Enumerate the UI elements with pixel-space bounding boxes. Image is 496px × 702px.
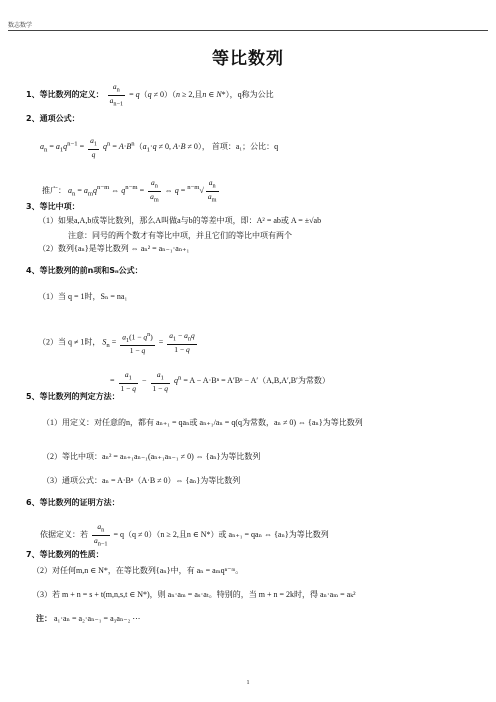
section-5-p1: （1）用定义：对任意的n，都有 aₙ₊₁ = qaₙ或 aₙ₊₁/aₙ = q(q为常数，aₙ ≠ 0) ⇔ {aₙ}为等比数列: [42, 418, 363, 427]
section-3-p2: （2）数列{aₙ}是等比数列 ⇔ aₙ² = aₙ₋₁·aₙ₊₁: [38, 244, 190, 253]
section-4-p2: （2）当 q ≠ 1时， $S_n$ = $\frac{a_1(1 - q^n)}{1 - q}$ = $\frac{a_1 - a_nq}{1 - q}$: [38, 331, 195, 355]
section-2-label: 2、通项公式：: [26, 114, 80, 123]
section-5-p3: （3）通项公式：aₙ = A·Bⁿ（A·B ≠ 0）⇔ {aₙ}为等比数列: [42, 476, 241, 485]
page-number: 1: [246, 680, 250, 686]
section-7-p2: （3）若 m + n = s + t(m,n,s,t ∈ N*)，则 aₙ·aₘ = aₛ·aₜ。特别的，当 m + n = 2k时，得 aₙ·aₘ = aₖ²: [32, 590, 356, 599]
page-title: 等比数列: [212, 49, 284, 69]
section-5-p2: （2）等比中项：aₙ² = aₙ₊₁aₙ₋₁(aₙ₊₁aₙ₋₁ ≠ 0) ⇔ {aₙ}为等比数列: [42, 452, 261, 461]
first-term-text: 首项：a₁；公比：q: [211, 142, 279, 152]
section-3-p1: （1）如果a,A,b成等比数列，那么A叫做a与b的等差中项，即：A² = ab或 A = ±√ab: [38, 216, 322, 225]
section-7-p1: （2）对任何m,n ∈ N*，在等比数列{aₙ}中，有 aₙ = aₘqⁿ⁻ᵐ。: [32, 566, 244, 575]
section-7-label: 7、等比数列的性质：: [26, 550, 104, 559]
section-1: 1、等比数列的定义： $\frac{a_n}{a_{n-1}}$ = q（q ≠ 0）（n ≥ 2,且n ∈ N*），q称为公比: [26, 82, 274, 107]
section-4-p3: = $\frac{a_1}{1 - q}$ − $\frac{a_1}{1 - q}$ $q^n = A - A\cdot B^n = A'B^n - A'(A,B,A',B'$为常数）: [110, 370, 330, 393]
section-4-label: 4、等比数列的前n项和Sₙ公式：: [26, 266, 143, 275]
section-5-label: 5、等比数列的判定方法：: [26, 392, 120, 401]
section-1-text: ，q称为公比: [229, 89, 274, 99]
section-2-formula: $a_n = a_1q^{n-1}$ = $\frac{a_1}{q}$ $q^n = A\cdot B^n(a_1\cdot q \ne 0$, A·B ≠ 0）， 首项：a₁；公比：q: [40, 136, 279, 159]
section-1-label: 1、等比数列的定义：: [26, 89, 104, 99]
section-6-p1: 依据定义：若 $\frac{a_n}{a_{n-1}}$ = q（q ≠ 0）（n ≥ 2,且n ∈ N*）或 aₙ₊₁ = qaₙ ⇔ {aₙ}为等比数列: [40, 522, 329, 547]
section-3-note: 注意：同号的两个数才有等比中项，并且它们的等比中项有两个: [68, 231, 292, 240]
header-rule: [8, 30, 488, 31]
section-3-label: 3、等比中项：: [26, 202, 80, 211]
section-4-p1: （1）当 q = 1时，Sₙ = na₁: [38, 292, 128, 301]
section-2-generalization: 推广： $a_n = a_mq^{n-m}$ ⇔ $q^{n-m}$ = $\frac{a_n}{a_m}$ ⇔ q = $^{n-m}$√ $\frac{a_n}{a_m}$: [42, 178, 217, 203]
section-6-label: 6、等比数列的证明方法：: [26, 498, 120, 507]
section-7-note: 注： a₁·aₙ = a₂·aₙ₋₁ = a₃aₙ₋₂ ⋯: [36, 614, 141, 623]
page-header: 数志数学: [8, 23, 33, 29]
